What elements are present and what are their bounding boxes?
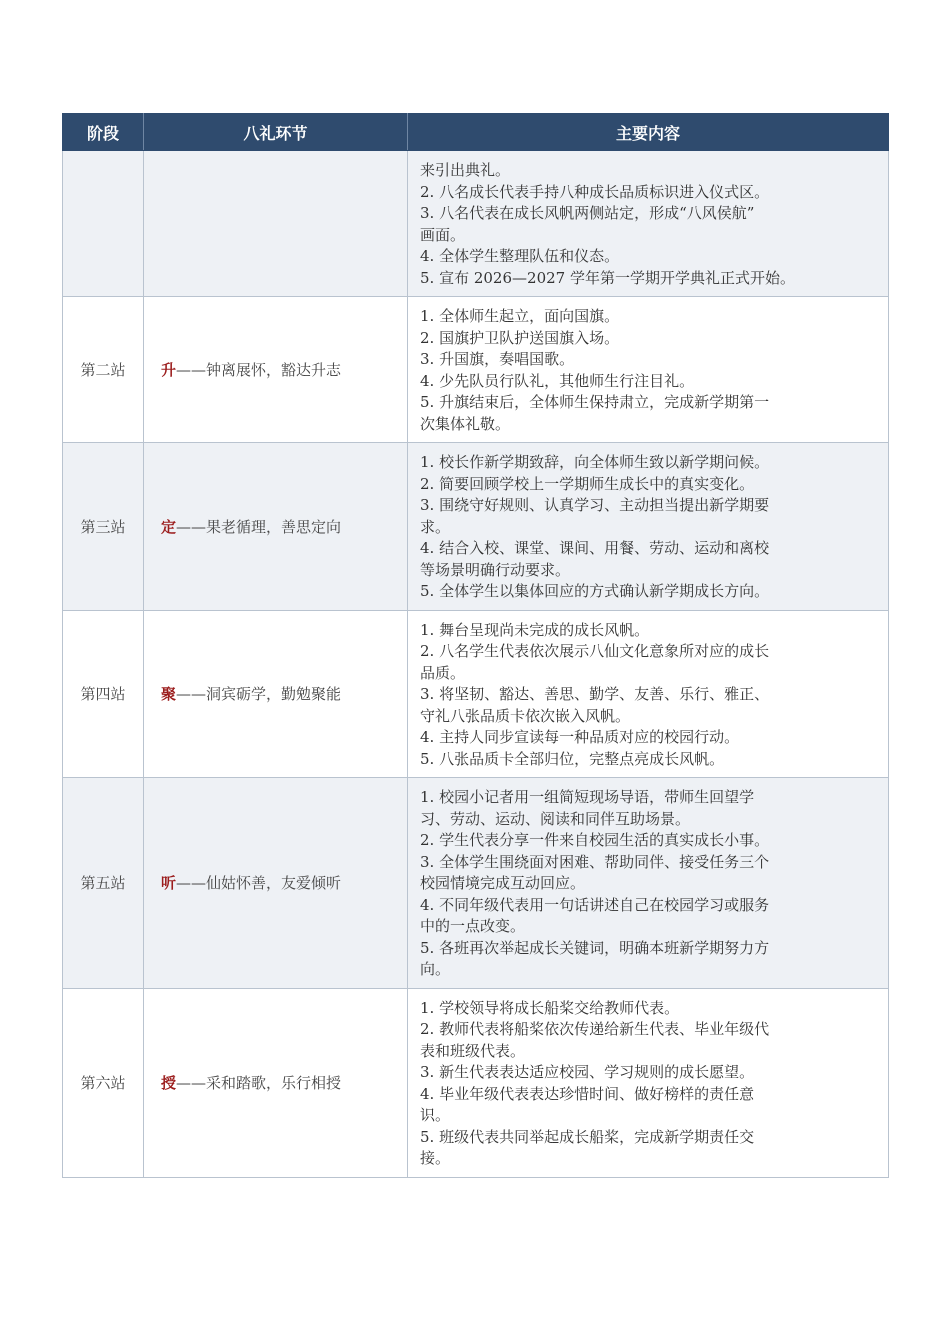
content-line: 2. 八名成长代表手持八种成长品质标识进入仪式区。 [420,182,770,201]
content-line: 4. 不同年级代表用一句话讲述自己在校园学习或服务 [420,895,770,914]
rite-key-char: 听 [161,874,177,893]
content-line: 表和班级代表。 [420,1041,526,1060]
content-line: 2. 简要回顾学校上一学期师生成长中的真实变化。 [420,474,755,493]
header-rite: 八礼环节 [144,114,408,151]
content-line: 习、劳动、运动、阅读和同伴互助场景。 [420,809,691,828]
rite-cell [144,988,408,1177]
rite-key-char: 聚 [161,685,177,704]
header-content: 主要内容 [408,114,889,151]
stage-cell: 第二站 [63,297,144,443]
content-cell [408,778,889,989]
content-line: 3. 全体学生围绕面对困难、帮助同伴、接受任务三个 [420,852,770,871]
content-line: 3. 将坚韧、豁达、善思、勤学、友善、乐行、雅正、 [420,685,770,703]
content-line: 2. 国旗护卫队护送国旗入场。 [420,328,620,347]
content-line: 5. 班级代表共同举起成长船桨，完成新学期责任交 [420,1127,755,1146]
rite-cell [144,443,408,611]
content-line: 来引出典礼。 [420,161,511,179]
stage-cell: 第三站 [63,443,144,611]
content-cell [408,610,889,778]
content-cell [408,297,889,443]
content-line: 1. 校园小记者用一组简短现场导语，带师生回望学 [420,788,755,806]
content-line: 4. 主持人同步宣读每一种品质对应的校园行动。 [420,728,740,746]
table-row [63,297,889,443]
content-line: 向。 [420,960,451,978]
table-row [63,778,889,989]
rite-title: ——洞宾砺学，勤勉聚能 [176,685,342,704]
content-cell [408,988,889,1177]
content-line: 4. 毕业年级代表表达珍惜时间、做好榜样的责任意 [420,1084,755,1103]
content-line: 5. 全体学生以集体回应的方式确认新学期成长方向。 [420,582,770,600]
content-line: 1. 全体师生起立，面向国旗。 [420,307,620,325]
content-line: 等场景明确行动要求。 [420,560,571,579]
content-line: 4. 全体学生整理队伍和仪态。 [420,247,620,265]
content-line: 画面。 [420,225,466,244]
content-line: 1. 校长作新学期致辞，向全体师生致以新学期问候。 [420,453,770,471]
content-line: 2. 教师代表将船桨依次传递给新生代表、毕业年级代 [420,1020,770,1038]
content-line: 1. 舞台呈现尚未完成的成长风帆。 [420,620,650,639]
content-line: 求。 [420,517,451,536]
rite-title: ——钟离展怀，豁达升志 [176,361,342,379]
rite-title: ——采和踏歌，乐行相授 [176,1074,342,1092]
table-header-row [63,114,889,151]
rite-title: ——果老循理，善思定向 [176,517,342,536]
rite-key-char: 定 [161,517,177,536]
rite-cell [144,610,408,778]
rite-cell [144,151,408,297]
content-cell [408,151,889,297]
content-line: 2. 学生代表分享一件来自校园生活的真实成长小事。 [420,831,770,849]
content-line: 1. 学校领导将成长船桨交给教师代表。 [420,998,680,1017]
content-line: 4. 结合入校、课堂、课间、用餐、劳动、运动和离校 [420,539,770,557]
content-line: 3. 升国旗，奏唱国歌。 [420,350,575,368]
content-line: 守礼八张品质卡依次嵌入风帆。 [420,706,631,725]
content-line: 4. 少先队员行队礼，其他师生行注目礼。 [420,371,695,390]
content-line: 校园情境完成互动回应。 [420,874,586,892]
stage-cell: 第五站 [63,778,144,989]
content-cell [408,443,889,611]
content-line: 接。 [420,1149,451,1167]
content-line: 5. 宣布 2026—2027 学年第一学期开学典礼正式开始。 [420,268,795,287]
stage-cell: 第四站 [63,610,144,778]
stage-cell: 第六站 [63,988,144,1177]
content-line: 3. 围绕守好规则、认真学习、主动担当提出新学期要 [420,496,770,514]
table-row [63,988,889,1177]
content-line: 3. 新生代表表达适应校园、学习规则的成长愿望。 [420,1063,755,1081]
content-line: 中的一点改变。 [420,917,526,935]
stage-cell [63,151,144,297]
content-line: 3. 八名代表在成长风帆两侧站定，形成“八风侯航” [420,204,755,222]
rite-cell [144,297,408,443]
rite-key-char: 授 [161,1074,177,1092]
table-row [63,610,889,778]
rite-title: ——仙姑怀善，友爱倾听 [176,874,342,893]
rite-key-char: 升 [161,361,177,379]
table-row [63,443,889,611]
header-stage: 阶段 [63,114,144,151]
content-line: 2. 八名学生代表依次展示八仙文化意象所对应的成长 [420,642,770,660]
rite-cell [144,778,408,989]
content-line: 5. 升旗结束后，全体师生保持肃立，完成新学期第一 [420,393,770,411]
content-line: 次集体礼敬。 [420,414,511,433]
content-line: 5. 各班再次举起成长关键词，明确本班新学期努力方 [420,938,770,957]
content-line: 5. 八张品质卡全部归位，完整点亮成长风帆。 [420,749,725,768]
content-line: 品质。 [420,663,466,682]
ceremony-table [62,113,889,1178]
content-line: 识。 [420,1106,451,1124]
table-row [63,151,889,297]
